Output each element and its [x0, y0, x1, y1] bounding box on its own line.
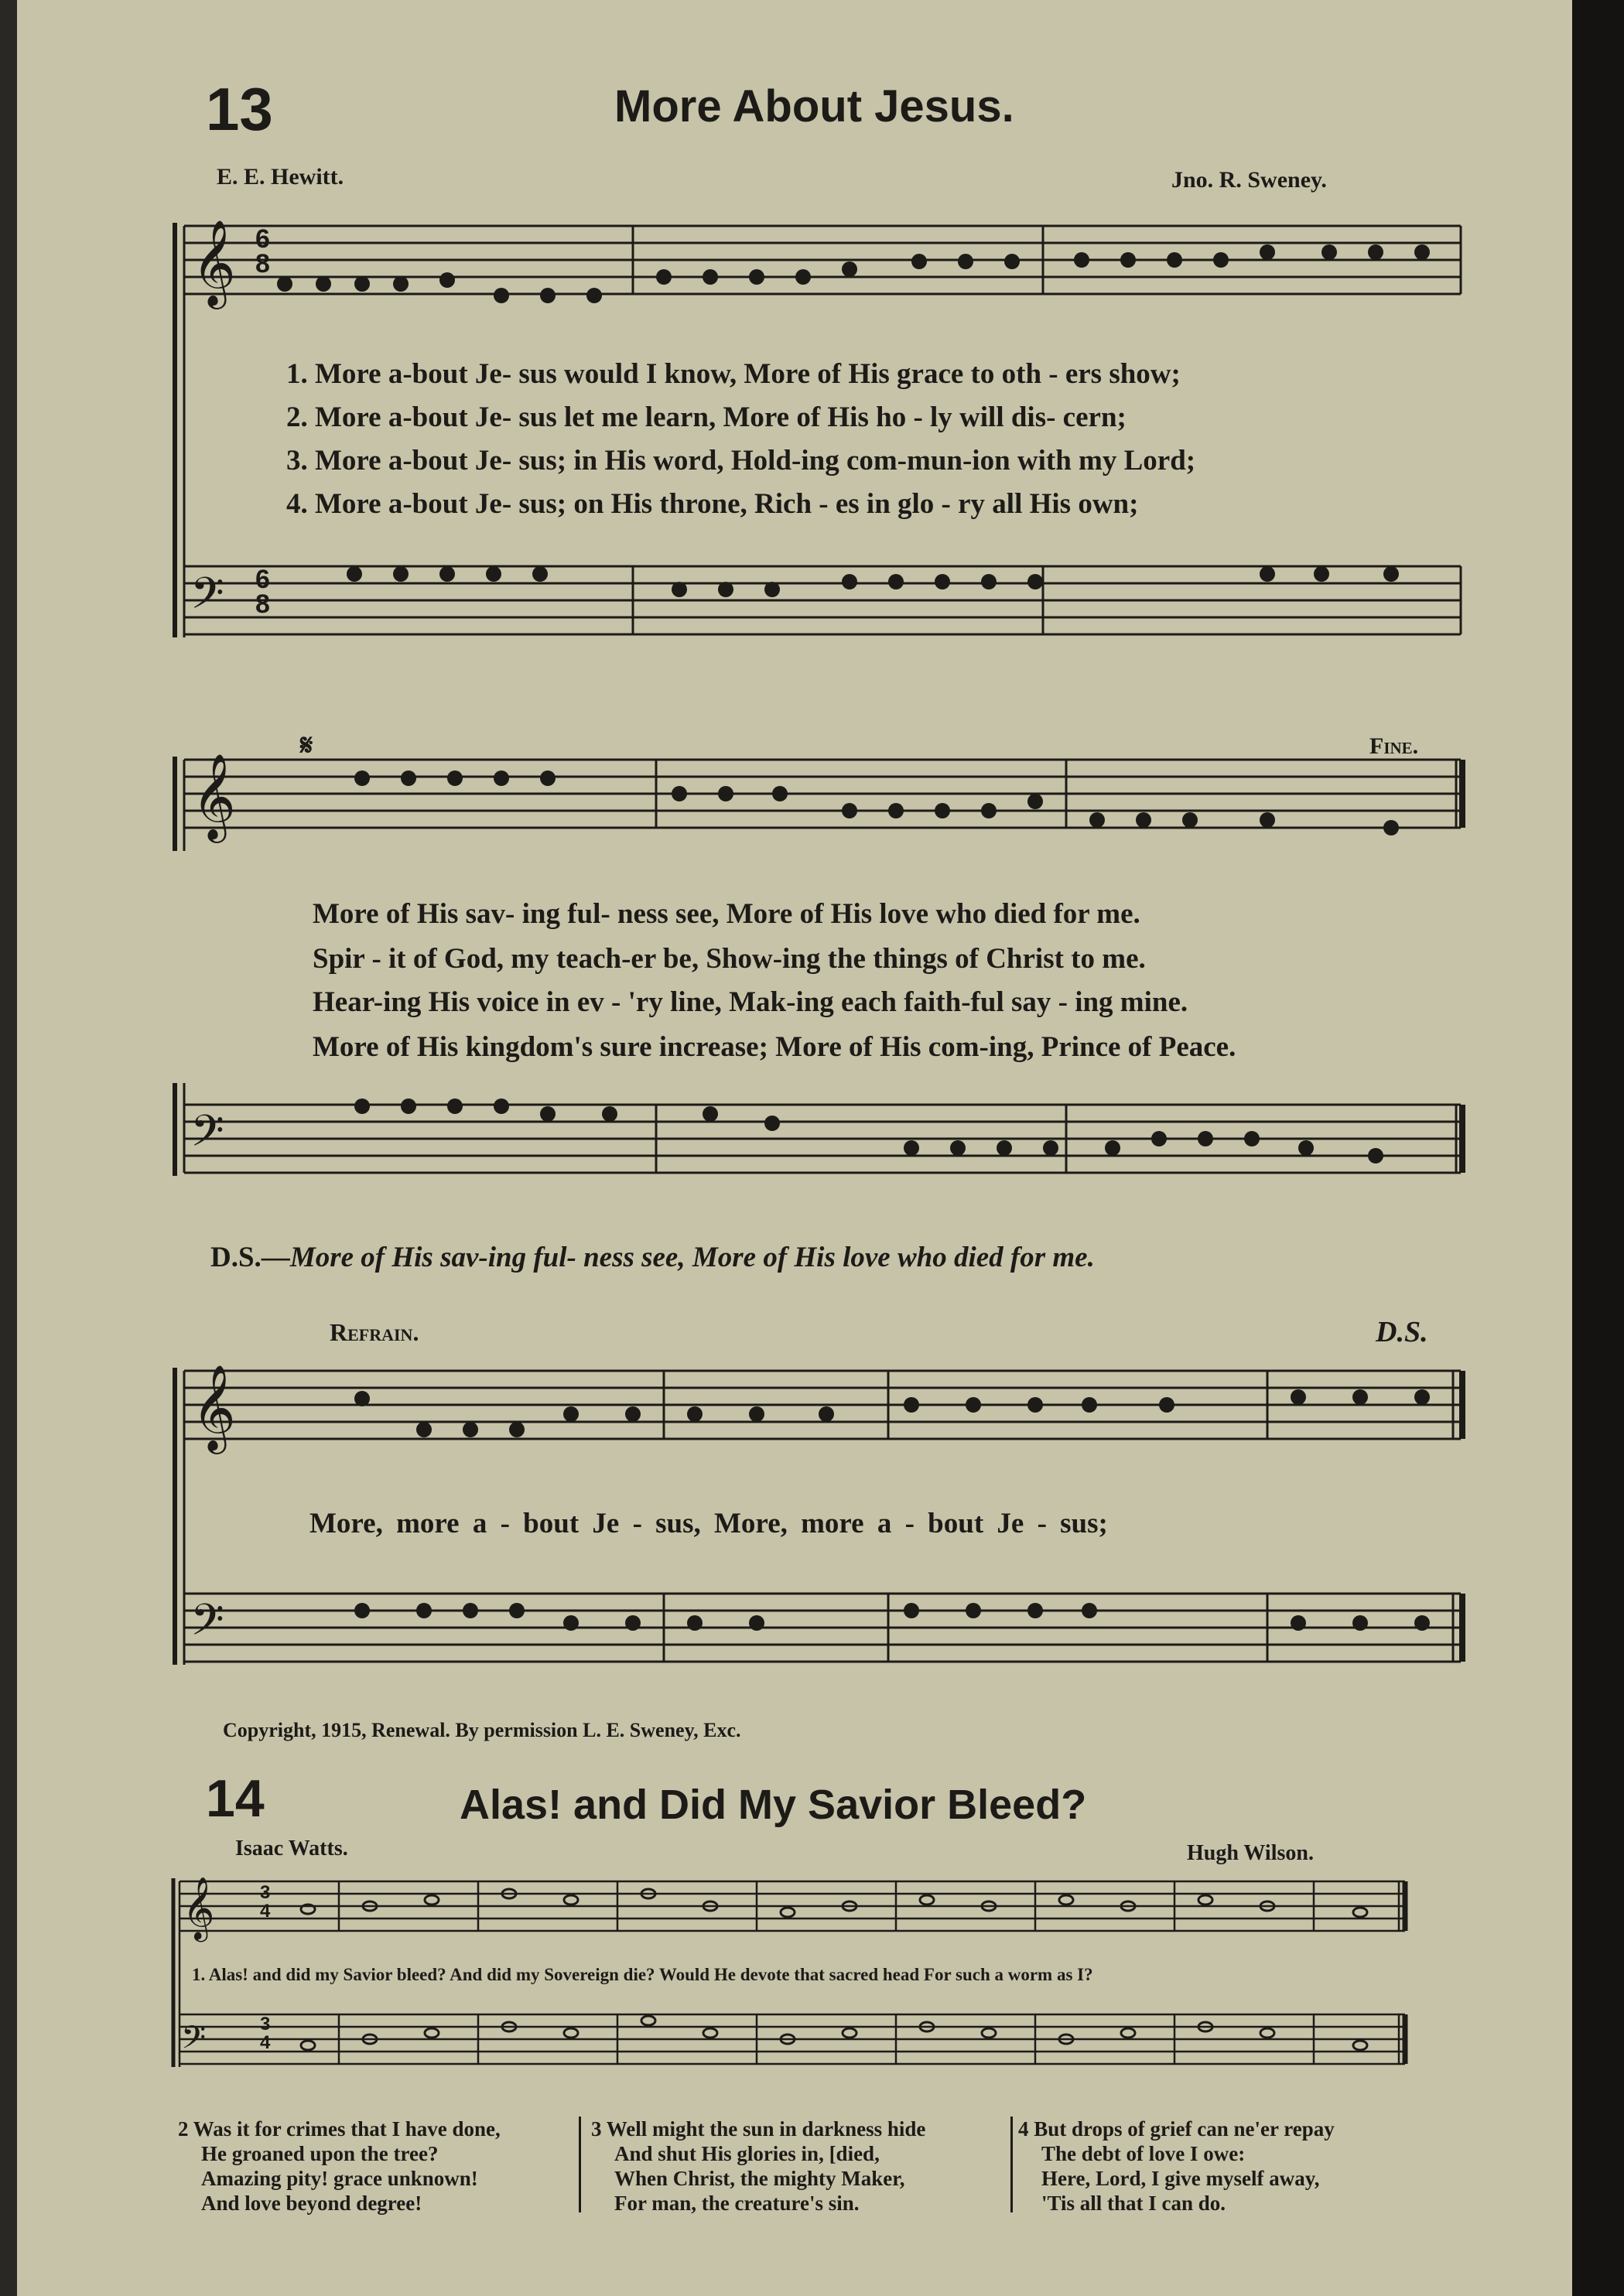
hymn-13-number: 13 [206, 75, 273, 143]
stanza-3-number: 3 [591, 2117, 602, 2141]
stanza-2-number: 2 [178, 2117, 189, 2141]
hymn-13-system-2-bass [169, 1083, 1476, 1199]
stanza-3-line-2: And shut His glories in, [died, [614, 2142, 880, 2165]
hymn-13-composer: Jno. R. Sweney. [1171, 167, 1327, 193]
svg-text:8: 8 [255, 249, 270, 278]
stanza-3-line-1: Well might the sun in darkness hide [606, 2117, 926, 2141]
hymn-14-composer: Hugh Wilson. [1187, 1841, 1314, 1865]
hymn-14-number: 14 [206, 1769, 265, 1828]
svg-text:𝄞: 𝄞 [183, 1879, 215, 1939]
stanza-3-line-3: When Christ, the mighty Maker, [614, 2167, 905, 2190]
stanza-2-line-1: Was it for crimes that I have done, [193, 2117, 501, 2141]
svg-text:𝄢: 𝄢 [190, 1596, 224, 1655]
refrain-lyrics: More, more a - bout Je - sus, More, more a - bout Je - sus; [309, 1508, 1108, 1539]
stanza-4-line-4: 'Tis all that I can do. [1041, 2192, 1226, 2215]
hymn-13-verse-1b: More of His sav- ing ful- ness see, More of His love who died for me. [313, 898, 1140, 930]
hymn-13-system-2-treble [169, 750, 1476, 851]
hymn-14-author: Isaac Watts. [235, 1836, 348, 1860]
hymn-14-stanza-3 [591, 2117, 925, 2216]
segno-sign: 𝄋 [300, 729, 313, 762]
hymn-13-title: More About Jesus. [614, 81, 1014, 132]
hymn-14-system [169, 1866, 1419, 2113]
ds-text: More of His sav-ing ful- ness see, More of His love who died for me. [289, 1242, 1095, 1273]
hymn-13-author: E. E. Hewitt. [217, 164, 344, 190]
stanza-4-number: 4 [1018, 2117, 1029, 2141]
svg-text:𝄢: 𝄢 [190, 569, 224, 628]
ds-mark: D.S. [1376, 1316, 1428, 1348]
stanza-2-line-2: He groaned upon the tree? [201, 2142, 439, 2165]
svg-text:4: 4 [260, 2032, 271, 2053]
svg-text:𝄞: 𝄞 [192, 755, 236, 838]
hymn-13-verse-2: 2. More a-bout Je- sus let me learn, More of His ho - ly will dis- cern; [286, 401, 1127, 433]
fine-mark: Fine. [1369, 733, 1419, 759]
svg-text:𝄢: 𝄢 [190, 1107, 224, 1166]
hymn-13-verse-3b: Hear-ing His voice in ev - 'ry line, Mak-ing each faith-ful say - ing mine. [313, 986, 1188, 1018]
hymn-14-verse-1: 1. Alas! and did my Savior bleed? And did my Sovereign die? Would He devote that sacred head For such a worm as I? [192, 1965, 1093, 1984]
svg-text:𝄞: 𝄞 [192, 1366, 236, 1449]
svg-text:3: 3 [260, 2014, 271, 2035]
svg-text:8: 8 [255, 589, 270, 619]
svg-text:6: 6 [255, 224, 270, 254]
ds-line [210, 1241, 1095, 1274]
hymn-13-verse-2b: Spir - it of God, my teach-er be, Show-ing the things of Christ to me. [313, 943, 1146, 975]
ds-prefix: D.S.— [210, 1242, 290, 1273]
svg-text:𝄢: 𝄢 [181, 2020, 207, 2063]
hymnal-page [17, 0, 1572, 2296]
stanza-2-line-3: Amazing pity! grace unknown! [201, 2167, 478, 2190]
book-spine-shadow [1572, 0, 1624, 2296]
copyright-notice: Copyright, 1915, Renewal. By permission L. E. Sweney, Exc. [223, 1719, 741, 1741]
hymn-13-verse-4b: More of His kingdom's sure increase; More of His com-ing, Prince of Peace. [313, 1031, 1236, 1063]
stanza-4-line-2: The debt of love I owe: [1041, 2142, 1246, 2165]
hymn-14-title: Alas! and Did My Savior Bleed? [460, 1782, 1087, 1828]
stanza-divider-2 [1010, 2117, 1013, 2212]
svg-text:4: 4 [260, 1901, 271, 1922]
hymn-13-verse-3: 3. More a-bout Je- sus; in His word, Hold-ing com-mun-ion with my Lord; [286, 445, 1196, 477]
stanza-divider-1 [579, 2117, 581, 2212]
svg-text:3: 3 [260, 1882, 271, 1903]
svg-text:6: 6 [255, 565, 270, 594]
hymn-14-stanza-4 [1018, 2117, 1335, 2216]
refrain-label: Refrain. [330, 1318, 419, 1346]
stanza-3-line-4: For man, the creature's sin. [614, 2192, 860, 2215]
hymn-14-stanza-2 [178, 2117, 501, 2216]
hymn-13-system-1 [169, 210, 1476, 659]
stanza-4-line-3: Here, Lord, I give myself away, [1041, 2167, 1320, 2190]
hymn-13-verse-1: 1. More a-bout Je- sus would I know, More of His grace to oth - ers show; [286, 358, 1181, 390]
stanza-4-line-1: But drops of grief can ne'er repay [1034, 2117, 1335, 2141]
hymn-13-verse-4: 4. More a-bout Je- sus; on His throne, Rich - es in glo - ry all His own; [286, 488, 1139, 520]
svg-text:𝄞: 𝄞 [192, 221, 236, 304]
stanza-2-line-4: And love beyond degree! [201, 2192, 422, 2215]
